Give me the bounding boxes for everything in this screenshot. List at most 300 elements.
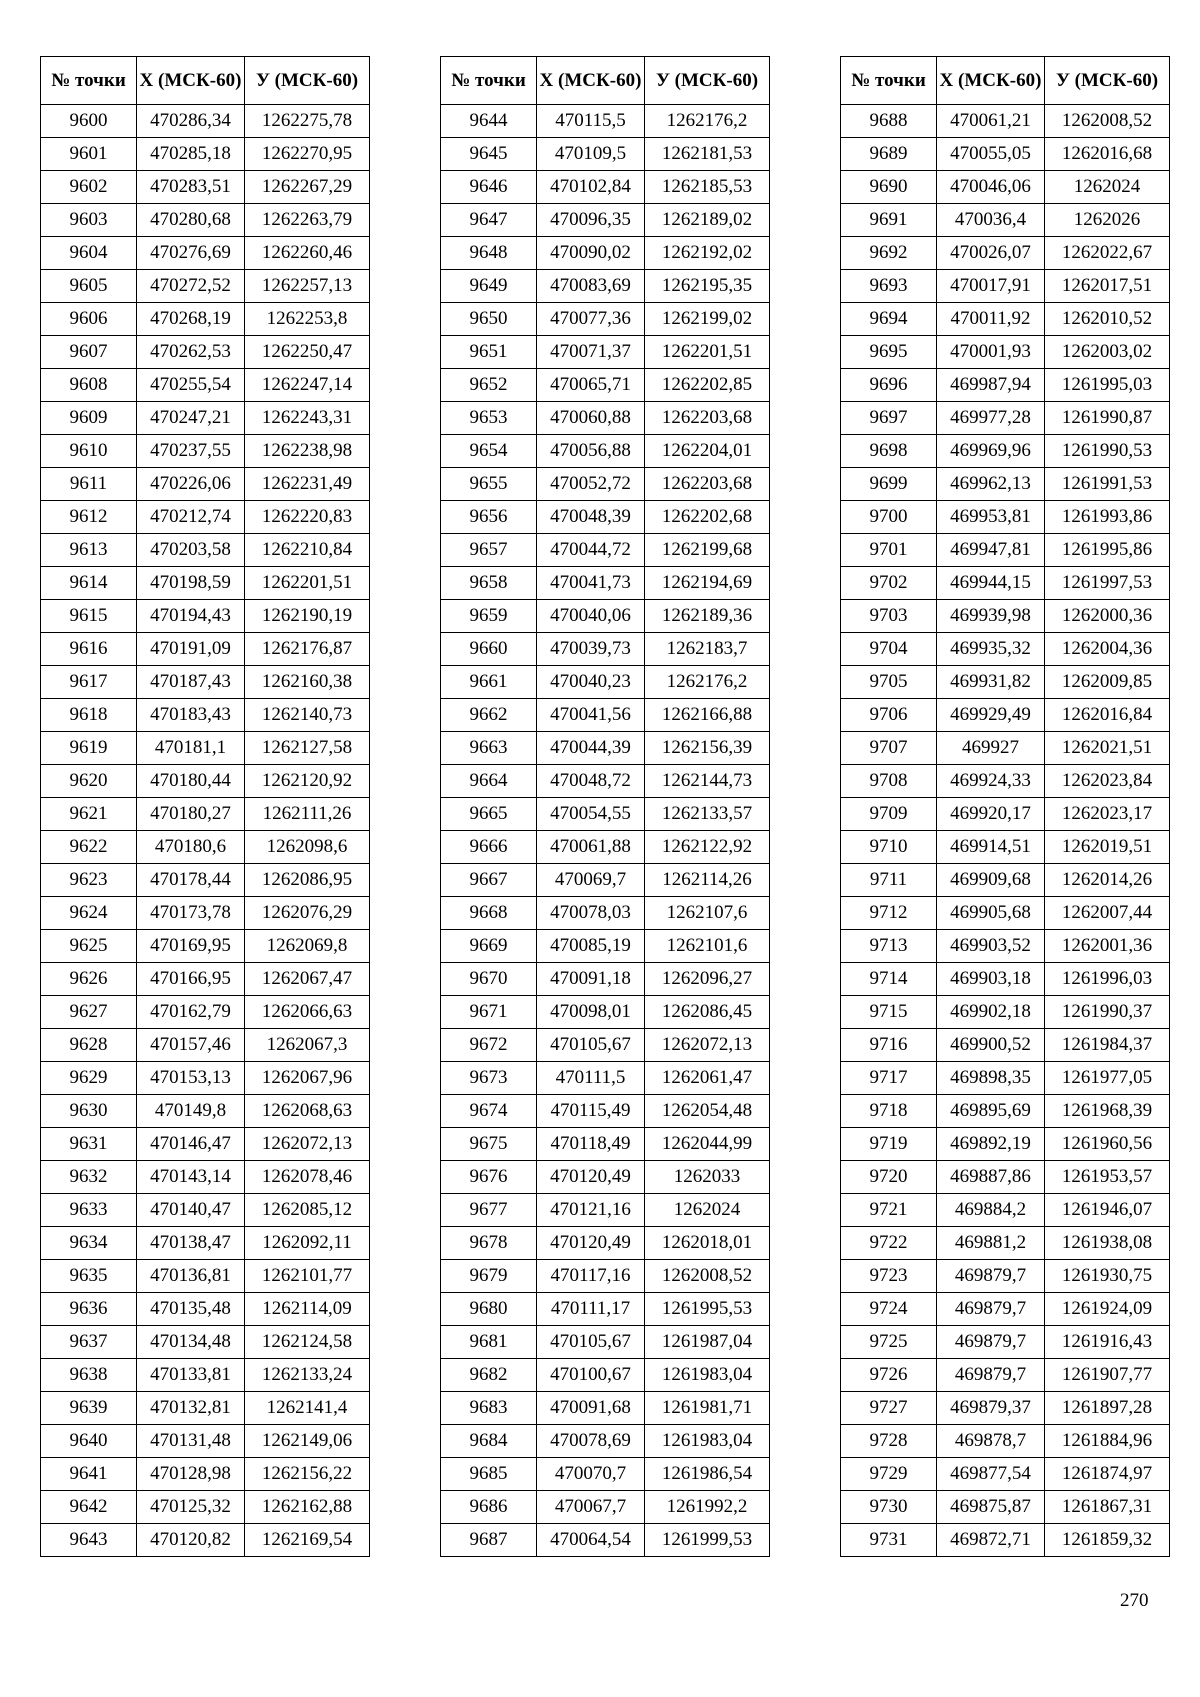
- table-row: [441, 1062, 770, 1095]
- table-row: [841, 1227, 1170, 1260]
- x-coordinate-cell: 470135,48: [137, 1293, 245, 1326]
- point-number-cell: 9699: [841, 468, 937, 501]
- point-number-cell: 9696: [841, 369, 937, 402]
- point-number-cell: 9636: [41, 1293, 137, 1326]
- point-number-cell: 9705: [841, 666, 937, 699]
- table-row: [441, 996, 770, 1029]
- x-coordinate-cell: 470183,43: [137, 699, 245, 732]
- y-coordinate-cell: 1262127,58: [245, 732, 370, 765]
- table-row: [441, 237, 770, 270]
- header-point-number: № точки: [841, 57, 937, 105]
- point-number-cell: 9684: [441, 1425, 537, 1458]
- x-coordinate-cell: 470078,03: [537, 897, 645, 930]
- coordinate-table-2: [440, 56, 770, 1557]
- y-coordinate-cell: 1262275,78: [245, 105, 370, 138]
- y-coordinate-cell: 1262044,99: [645, 1128, 770, 1161]
- point-number-cell: 9630: [41, 1095, 137, 1128]
- table-row: [441, 1293, 770, 1326]
- point-number-cell: 9618: [41, 699, 137, 732]
- x-coordinate-cell: 470212,74: [137, 501, 245, 534]
- table-row: [41, 567, 370, 600]
- y-coordinate-cell: 1262176,87: [245, 633, 370, 666]
- point-number-cell: 9669: [441, 930, 537, 963]
- table-row: [841, 1524, 1170, 1557]
- x-coordinate-cell: 470100,67: [537, 1359, 645, 1392]
- y-coordinate-cell: 1261996,03: [1045, 963, 1170, 996]
- table-row: [441, 1260, 770, 1293]
- y-coordinate-cell: 1262204,01: [645, 435, 770, 468]
- x-coordinate-cell: 469879,7: [937, 1293, 1045, 1326]
- point-number-cell: 9689: [841, 138, 937, 171]
- table-row: [841, 468, 1170, 501]
- point-number-cell: 9600: [41, 105, 137, 138]
- x-coordinate-cell: 470061,88: [537, 831, 645, 864]
- point-number-cell: 9682: [441, 1359, 537, 1392]
- y-coordinate-cell: 1261946,07: [1045, 1194, 1170, 1227]
- table-row: [441, 897, 770, 930]
- table-row: [441, 1326, 770, 1359]
- table-row: [41, 765, 370, 798]
- y-coordinate-cell: 1262124,58: [245, 1326, 370, 1359]
- y-coordinate-cell: 1262202,68: [645, 501, 770, 534]
- point-number-cell: 9680: [441, 1293, 537, 1326]
- table-row: [41, 1227, 370, 1260]
- x-coordinate-cell: 470143,14: [137, 1161, 245, 1194]
- table-row: [841, 1458, 1170, 1491]
- x-coordinate-cell: 470048,39: [537, 501, 645, 534]
- table-row: [441, 303, 770, 336]
- table-row: [441, 105, 770, 138]
- table-row: [41, 1029, 370, 1062]
- y-coordinate-cell: 1262202,85: [645, 369, 770, 402]
- y-coordinate-cell: 1261938,08: [1045, 1227, 1170, 1260]
- x-coordinate-cell: 470149,8: [137, 1095, 245, 1128]
- point-number-cell: 9657: [441, 534, 537, 567]
- table-row: [41, 699, 370, 732]
- table-row: [441, 1227, 770, 1260]
- point-number-cell: 9624: [41, 897, 137, 930]
- header-x-coordinate: Х (МСК-60): [537, 57, 645, 105]
- table-row: [841, 501, 1170, 534]
- x-coordinate-cell: 470268,19: [137, 303, 245, 336]
- point-number-cell: 9635: [41, 1260, 137, 1293]
- x-coordinate-cell: 470128,98: [137, 1458, 245, 1491]
- y-coordinate-cell: 1261968,39: [1045, 1095, 1170, 1128]
- point-number-cell: 9695: [841, 336, 937, 369]
- point-number-cell: 9706: [841, 699, 937, 732]
- table-row: [841, 1161, 1170, 1194]
- x-coordinate-cell: 470041,73: [537, 567, 645, 600]
- table-header-row: [841, 57, 1170, 105]
- table-body: [41, 105, 370, 1557]
- point-number-cell: 9608: [41, 369, 137, 402]
- x-coordinate-cell: 470180,6: [137, 831, 245, 864]
- point-number-cell: 9613: [41, 534, 137, 567]
- point-number-cell: 9701: [841, 534, 937, 567]
- y-coordinate-cell: 1262054,48: [645, 1095, 770, 1128]
- table-row: [441, 1194, 770, 1227]
- point-number-cell: 9709: [841, 798, 937, 831]
- y-coordinate-cell: 1262183,7: [645, 633, 770, 666]
- y-coordinate-cell: 1262122,92: [645, 831, 770, 864]
- x-coordinate-cell: 470120,82: [137, 1524, 245, 1557]
- point-number-cell: 9603: [41, 204, 137, 237]
- x-coordinate-cell: 470111,5: [537, 1062, 645, 1095]
- x-coordinate-cell: 469920,17: [937, 798, 1045, 831]
- x-coordinate-cell: 470136,81: [137, 1260, 245, 1293]
- x-coordinate-cell: 470046,06: [937, 171, 1045, 204]
- x-coordinate-cell: 469884,2: [937, 1194, 1045, 1227]
- y-coordinate-cell: 1262010,52: [1045, 303, 1170, 336]
- table-row: [41, 864, 370, 897]
- table-row: [41, 369, 370, 402]
- table-row: [41, 1425, 370, 1458]
- table-row: [441, 204, 770, 237]
- table-row: [441, 567, 770, 600]
- point-number-cell: 9675: [441, 1128, 537, 1161]
- x-coordinate-cell: 469879,7: [937, 1260, 1045, 1293]
- point-number-cell: 9650: [441, 303, 537, 336]
- x-coordinate-cell: 470102,84: [537, 171, 645, 204]
- x-coordinate-cell: 470132,81: [137, 1392, 245, 1425]
- x-coordinate-cell: 470048,72: [537, 765, 645, 798]
- x-coordinate-cell: 470157,46: [137, 1029, 245, 1062]
- point-number-cell: 9641: [41, 1458, 137, 1491]
- y-coordinate-cell: 1262243,31: [245, 402, 370, 435]
- y-coordinate-cell: 1262003,02: [1045, 336, 1170, 369]
- table-row: [41, 897, 370, 930]
- table-row: [41, 1392, 370, 1425]
- table-row: [41, 930, 370, 963]
- point-number-cell: 9726: [841, 1359, 937, 1392]
- y-coordinate-cell: 1262247,14: [245, 369, 370, 402]
- x-coordinate-cell: 469939,98: [937, 600, 1045, 633]
- table-row: [441, 336, 770, 369]
- table-row: [41, 204, 370, 237]
- table-row: [441, 1392, 770, 1425]
- point-number-cell: 9727: [841, 1392, 937, 1425]
- y-coordinate-cell: 1262072,13: [645, 1029, 770, 1062]
- y-coordinate-cell: 1262141,4: [245, 1392, 370, 1425]
- table-row: [841, 831, 1170, 864]
- point-number-cell: 9664: [441, 765, 537, 798]
- x-coordinate-cell: 470187,43: [137, 666, 245, 699]
- point-number-cell: 9666: [441, 831, 537, 864]
- y-coordinate-cell: 1261997,53: [1045, 567, 1170, 600]
- x-coordinate-cell: 469881,2: [937, 1227, 1045, 1260]
- table-row: [441, 765, 770, 798]
- table-row: [841, 1491, 1170, 1524]
- x-coordinate-cell: 470138,47: [137, 1227, 245, 1260]
- point-number-cell: 9633: [41, 1194, 137, 1227]
- x-coordinate-cell: 470117,16: [537, 1260, 645, 1293]
- table-row: [441, 534, 770, 567]
- point-number-cell: 9649: [441, 270, 537, 303]
- y-coordinate-cell: 1262169,54: [245, 1524, 370, 1557]
- x-coordinate-cell: 470285,18: [137, 138, 245, 171]
- table-row: [841, 633, 1170, 666]
- table-row: [441, 963, 770, 996]
- table-row: [41, 1491, 370, 1524]
- table-row: [41, 501, 370, 534]
- x-coordinate-cell: 470178,44: [137, 864, 245, 897]
- table-row: [841, 270, 1170, 303]
- x-coordinate-cell: 470065,71: [537, 369, 645, 402]
- x-coordinate-cell: 470054,55: [537, 798, 645, 831]
- y-coordinate-cell: 1262067,47: [245, 963, 370, 996]
- table-row: [841, 1062, 1170, 1095]
- table-row: [441, 138, 770, 171]
- y-coordinate-cell: 1261995,86: [1045, 534, 1170, 567]
- table-row: [41, 600, 370, 633]
- point-number-cell: 9622: [41, 831, 137, 864]
- table-row: [41, 270, 370, 303]
- table-row: [841, 666, 1170, 699]
- point-number-cell: 9626: [41, 963, 137, 996]
- y-coordinate-cell: 1262022,67: [1045, 237, 1170, 270]
- header-y-coordinate: У (МСК-60): [245, 57, 370, 105]
- point-number-cell: 9721: [841, 1194, 937, 1227]
- point-number-cell: 9617: [41, 666, 137, 699]
- table-row: [41, 105, 370, 138]
- y-coordinate-cell: 1262008,52: [645, 1260, 770, 1293]
- header-x-coordinate: Х (МСК-60): [937, 57, 1045, 105]
- y-coordinate-cell: 1262114,26: [645, 864, 770, 897]
- table-row: [841, 204, 1170, 237]
- x-coordinate-cell: 470044,39: [537, 732, 645, 765]
- table-row: [441, 1524, 770, 1557]
- x-coordinate-cell: 470180,44: [137, 765, 245, 798]
- y-coordinate-cell: 1261960,56: [1045, 1128, 1170, 1161]
- coordinate-table-1: [40, 56, 370, 1557]
- y-coordinate-cell: 1262199,02: [645, 303, 770, 336]
- point-number-cell: 9692: [841, 237, 937, 270]
- x-coordinate-cell: 469877,54: [937, 1458, 1045, 1491]
- x-coordinate-cell: 470011,92: [937, 303, 1045, 336]
- y-coordinate-cell: 1262101,77: [245, 1260, 370, 1293]
- header-point-number: № точки: [41, 57, 137, 105]
- x-coordinate-cell: 470180,27: [137, 798, 245, 831]
- x-coordinate-cell: 470153,13: [137, 1062, 245, 1095]
- x-coordinate-cell: 470140,47: [137, 1194, 245, 1227]
- y-coordinate-cell: 1262114,09: [245, 1293, 370, 1326]
- x-coordinate-cell: 470039,73: [537, 633, 645, 666]
- table-row: [441, 1359, 770, 1392]
- x-coordinate-cell: 470118,49: [537, 1128, 645, 1161]
- y-coordinate-cell: 1261897,28: [1045, 1392, 1170, 1425]
- y-coordinate-cell: 1262023,17: [1045, 798, 1170, 831]
- point-number-cell: 9668: [441, 897, 537, 930]
- x-coordinate-cell: 470036,4: [937, 204, 1045, 237]
- x-coordinate-cell: 470040,23: [537, 666, 645, 699]
- x-coordinate-cell: 469931,82: [937, 666, 1045, 699]
- point-number-cell: 9681: [441, 1326, 537, 1359]
- table-row: [41, 996, 370, 1029]
- point-number-cell: 9676: [441, 1161, 537, 1194]
- y-coordinate-cell: 1262101,6: [645, 930, 770, 963]
- y-coordinate-cell: 1262185,53: [645, 171, 770, 204]
- point-number-cell: 9629: [41, 1062, 137, 1095]
- x-coordinate-cell: 470276,69: [137, 237, 245, 270]
- table-row: [41, 237, 370, 270]
- y-coordinate-cell: 1261993,86: [1045, 501, 1170, 534]
- y-coordinate-cell: 1262086,95: [245, 864, 370, 897]
- table-row: [841, 1326, 1170, 1359]
- y-coordinate-cell: 1262156,22: [245, 1458, 370, 1491]
- point-number-cell: 9723: [841, 1260, 937, 1293]
- table-row: [841, 1194, 1170, 1227]
- point-number-cell: 9655: [441, 468, 537, 501]
- point-number-cell: 9634: [41, 1227, 137, 1260]
- point-number-cell: 9700: [841, 501, 937, 534]
- y-coordinate-cell: 1262111,26: [245, 798, 370, 831]
- table-row: [441, 1491, 770, 1524]
- y-coordinate-cell: 1262192,02: [645, 237, 770, 270]
- y-coordinate-cell: 1262162,88: [245, 1491, 370, 1524]
- point-number-cell: 9703: [841, 600, 937, 633]
- y-coordinate-cell: 1262004,36: [1045, 633, 1170, 666]
- table-row: [841, 336, 1170, 369]
- point-number-cell: 9625: [41, 930, 137, 963]
- y-coordinate-cell: 1261991,53: [1045, 468, 1170, 501]
- y-coordinate-cell: 1261995,03: [1045, 369, 1170, 402]
- table-row: [441, 633, 770, 666]
- point-number-cell: 9656: [441, 501, 537, 534]
- x-coordinate-cell: 470105,67: [537, 1029, 645, 1062]
- table-row: [41, 303, 370, 336]
- x-coordinate-cell: 469878,7: [937, 1425, 1045, 1458]
- point-number-cell: 9710: [841, 831, 937, 864]
- y-coordinate-cell: 1261984,37: [1045, 1029, 1170, 1062]
- x-coordinate-cell: 470096,35: [537, 204, 645, 237]
- table-row: [41, 1161, 370, 1194]
- x-coordinate-cell: 470091,18: [537, 963, 645, 996]
- x-coordinate-cell: 469903,18: [937, 963, 1045, 996]
- header-x-coordinate: Х (МСК-60): [137, 57, 245, 105]
- point-number-cell: 9711: [841, 864, 937, 897]
- y-coordinate-cell: 1261987,04: [645, 1326, 770, 1359]
- table-row: [41, 1359, 370, 1392]
- table-row: [41, 1062, 370, 1095]
- point-number-cell: 9691: [841, 204, 937, 237]
- point-number-cell: 9685: [441, 1458, 537, 1491]
- point-number-cell: 9698: [841, 435, 937, 468]
- table-row: [441, 468, 770, 501]
- point-number-cell: 9611: [41, 468, 137, 501]
- table-row: [41, 1524, 370, 1557]
- y-coordinate-cell: 1261924,09: [1045, 1293, 1170, 1326]
- point-number-cell: 9640: [41, 1425, 137, 1458]
- y-coordinate-cell: 1262024: [645, 1194, 770, 1227]
- point-number-cell: 9604: [41, 237, 137, 270]
- point-number-cell: 9644: [441, 105, 537, 138]
- table-row: [41, 1458, 370, 1491]
- y-coordinate-cell: 1262069,8: [245, 930, 370, 963]
- table-row: [841, 534, 1170, 567]
- y-coordinate-cell: 1261990,53: [1045, 435, 1170, 468]
- x-coordinate-cell: 470198,59: [137, 567, 245, 600]
- point-number-cell: 9667: [441, 864, 537, 897]
- y-coordinate-cell: 1262017,51: [1045, 270, 1170, 303]
- point-number-cell: 9687: [441, 1524, 537, 1557]
- point-number-cell: 9677: [441, 1194, 537, 1227]
- y-coordinate-cell: 1262189,36: [645, 600, 770, 633]
- point-number-cell: 9674: [441, 1095, 537, 1128]
- y-coordinate-cell: 1262024: [1045, 171, 1170, 204]
- point-number-cell: 9673: [441, 1062, 537, 1095]
- y-coordinate-cell: 1262061,47: [645, 1062, 770, 1095]
- point-number-cell: 9713: [841, 930, 937, 963]
- x-coordinate-cell: 470286,34: [137, 105, 245, 138]
- table-row: [841, 699, 1170, 732]
- y-coordinate-cell: 1262149,06: [245, 1425, 370, 1458]
- table-row: [841, 171, 1170, 204]
- table-row: [441, 1425, 770, 1458]
- point-number-cell: 9652: [441, 369, 537, 402]
- y-coordinate-cell: 1261999,53: [645, 1524, 770, 1557]
- x-coordinate-cell: 469927: [937, 732, 1045, 765]
- x-coordinate-cell: 470069,7: [537, 864, 645, 897]
- table-row: [441, 1029, 770, 1062]
- point-number-cell: 9725: [841, 1326, 937, 1359]
- y-coordinate-cell: 1262189,02: [645, 204, 770, 237]
- x-coordinate-cell: 470071,37: [537, 336, 645, 369]
- point-number-cell: 9651: [441, 336, 537, 369]
- point-number-cell: 9717: [841, 1062, 937, 1095]
- x-coordinate-cell: 469892,19: [937, 1128, 1045, 1161]
- y-coordinate-cell: 1262203,68: [645, 402, 770, 435]
- y-coordinate-cell: 1262260,46: [245, 237, 370, 270]
- y-coordinate-cell: 1261977,05: [1045, 1062, 1170, 1095]
- y-coordinate-cell: 1262238,98: [245, 435, 370, 468]
- y-coordinate-cell: 1262176,2: [645, 105, 770, 138]
- y-coordinate-cell: 1262078,46: [245, 1161, 370, 1194]
- table-row: [441, 831, 770, 864]
- header-y-coordinate: У (МСК-60): [1045, 57, 1170, 105]
- y-coordinate-cell: 1262008,52: [1045, 105, 1170, 138]
- table-row: [41, 831, 370, 864]
- table-row: [41, 798, 370, 831]
- x-coordinate-cell: 470061,21: [937, 105, 1045, 138]
- y-coordinate-cell: 1262253,8: [245, 303, 370, 336]
- x-coordinate-cell: 469977,28: [937, 402, 1045, 435]
- y-coordinate-cell: 1262067,96: [245, 1062, 370, 1095]
- table-row: [441, 864, 770, 897]
- table-row: [841, 996, 1170, 1029]
- point-number-cell: 9715: [841, 996, 937, 1029]
- x-coordinate-cell: 470173,78: [137, 897, 245, 930]
- y-coordinate-cell: 1262120,92: [245, 765, 370, 798]
- y-coordinate-cell: 1262096,27: [645, 963, 770, 996]
- x-coordinate-cell: 470090,02: [537, 237, 645, 270]
- x-coordinate-cell: 470226,06: [137, 468, 245, 501]
- table-row: [41, 336, 370, 369]
- table-row: [41, 534, 370, 567]
- point-number-cell: 9653: [441, 402, 537, 435]
- table-row: [841, 1392, 1170, 1425]
- y-coordinate-cell: 1262203,68: [645, 468, 770, 501]
- x-coordinate-cell: 470166,95: [137, 963, 245, 996]
- table-row: [41, 1293, 370, 1326]
- table-row: [841, 864, 1170, 897]
- point-number-cell: 9690: [841, 171, 937, 204]
- x-coordinate-cell: 470169,95: [137, 930, 245, 963]
- x-coordinate-cell: 470085,19: [537, 930, 645, 963]
- point-number-cell: 9620: [41, 765, 137, 798]
- y-coordinate-cell: 1262076,29: [245, 897, 370, 930]
- x-coordinate-cell: 469962,13: [937, 468, 1045, 501]
- table-row: [841, 1029, 1170, 1062]
